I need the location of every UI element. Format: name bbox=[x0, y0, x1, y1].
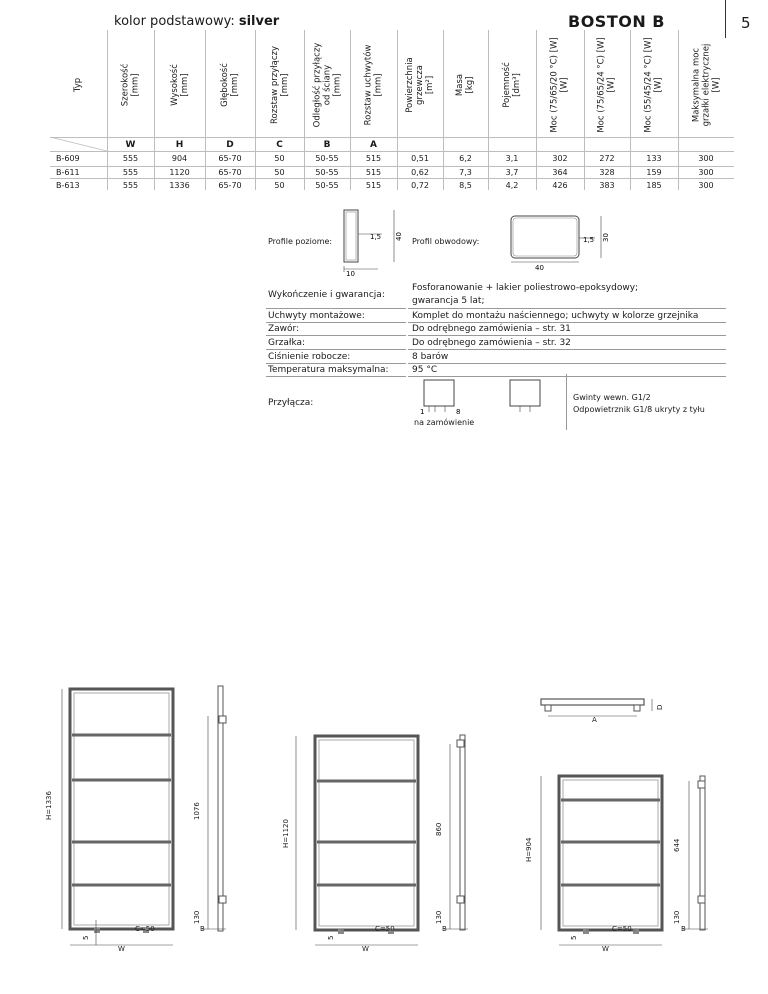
col-header-text: Moc (75/65/24 °C) [W] [W] bbox=[597, 37, 617, 133]
radiator-side-1120 bbox=[444, 735, 468, 930]
radiator-side-904 bbox=[683, 776, 708, 930]
spec-label: Temperatura maksymalna: bbox=[268, 365, 389, 375]
dim-h1120: H=1120 bbox=[282, 819, 290, 848]
table-cell: 300 bbox=[698, 168, 714, 177]
radiator-top-view bbox=[541, 699, 652, 716]
dimension-code: B bbox=[323, 140, 331, 150]
col-header-text: Maksymalna moc grzałki elektrycznej [W] bbox=[691, 43, 721, 127]
subtitle-prefix: kolor podstawowy: bbox=[114, 14, 235, 29]
connection-mark-right: 8 bbox=[456, 408, 461, 416]
model-name: B-609 bbox=[56, 154, 80, 163]
dimension-code: A bbox=[370, 140, 377, 150]
col-header-text: Moc (75/65/20 °C) [W] [W] bbox=[550, 37, 570, 133]
connection-mark-left: 1 bbox=[420, 408, 425, 416]
spec-label: Uchwyty montażowe: bbox=[268, 311, 365, 321]
dim-c-904: C=50 bbox=[612, 925, 632, 933]
perimeter-profile-label: Profil obwodowy: bbox=[412, 237, 480, 246]
spec-label: Ciśnienie robocze: bbox=[268, 352, 351, 362]
dim-hb1120: 860 bbox=[435, 822, 443, 836]
profile-dim-width: 10 bbox=[346, 270, 355, 276]
table-cell: 515 bbox=[365, 168, 382, 177]
dimension-code: D bbox=[226, 140, 234, 150]
table-cell: 50-55 bbox=[315, 181, 339, 190]
dimension-code: C bbox=[276, 140, 283, 150]
spec-value: 95 °C bbox=[412, 365, 438, 375]
table-cell: 1336 bbox=[169, 181, 190, 190]
spec-value: Komplet do montażu naściennego; uchwyty w kolorze grzejnika bbox=[412, 311, 699, 321]
table-cell: 50 bbox=[274, 154, 285, 163]
table-cell: 364 bbox=[552, 168, 568, 177]
dim-b-1336: B bbox=[200, 925, 205, 933]
table-cell: 3,7 bbox=[505, 168, 519, 177]
profile-dim-height: 40 bbox=[395, 232, 403, 241]
model-name: B-613 bbox=[56, 181, 80, 190]
finish-label: Wykończenie i gwarancja: bbox=[268, 290, 385, 300]
col-header-text: Moc (55/45/24 °C) [W] [W] bbox=[644, 37, 664, 133]
radiator-front-1120 bbox=[315, 736, 418, 934]
profile-dim-thickness: 1,5 bbox=[370, 233, 382, 241]
table-cell: 555 bbox=[122, 154, 139, 163]
dimension-code: W bbox=[125, 140, 136, 150]
table-cell: 272 bbox=[599, 154, 615, 163]
spec-value: 8 barów bbox=[412, 352, 449, 362]
finish-value-line2: gwarancja 5 lat; bbox=[412, 296, 485, 306]
dim-h904: H=904 bbox=[525, 837, 533, 862]
on-order-note: na zamówienie bbox=[414, 418, 475, 427]
table-cell: 50-55 bbox=[315, 168, 339, 177]
dim-5-1120: 5 bbox=[327, 935, 335, 940]
table-cell: 0,62 bbox=[411, 168, 429, 177]
table-cell: 555 bbox=[122, 181, 139, 190]
dim-130-904: 130 bbox=[673, 910, 681, 924]
table-cell: 50 bbox=[274, 181, 285, 190]
radiator-front-1336 bbox=[70, 689, 173, 933]
table-cell: 328 bbox=[599, 168, 615, 177]
spec-label: Grzałka: bbox=[268, 338, 306, 348]
table-cell: 383 bbox=[599, 181, 615, 190]
col-header-text: Pojemność [dm³] bbox=[502, 62, 522, 108]
dim-5-904: 5 bbox=[570, 935, 578, 940]
table-cell: 0,72 bbox=[411, 181, 429, 190]
connections-label: Przyłącza: bbox=[268, 398, 314, 408]
col-header-text: Głębokość [mm] bbox=[220, 63, 240, 107]
thread-note-line2: Odpowietrznik G1/8 ukryty z tyłu bbox=[573, 405, 705, 414]
table-cell: 159 bbox=[646, 168, 662, 177]
table-cell: 65-70 bbox=[218, 154, 242, 163]
spec-label: Zawór: bbox=[268, 324, 300, 334]
dim-d-top: D bbox=[656, 704, 664, 710]
table-cell: 8,5 bbox=[459, 181, 472, 190]
page-title: BOSTON B bbox=[568, 12, 665, 31]
table-cell: 300 bbox=[698, 154, 714, 163]
table-cell: 50-55 bbox=[315, 154, 339, 163]
dim-b-904: B bbox=[681, 925, 686, 933]
col-header-text: Rozstaw przyłączy [mm] bbox=[269, 46, 290, 124]
table-cell: 7,3 bbox=[459, 168, 472, 177]
col-header-text: Rozstaw uchwytów [mm] bbox=[363, 44, 384, 126]
perimeter-dim-width: 40 bbox=[535, 264, 544, 272]
horizontal-profile-label: Profile poziome: bbox=[268, 237, 333, 246]
col-header-text: Powierzchnia grzewcza [m²] bbox=[405, 57, 436, 113]
table-cell: 50 bbox=[274, 168, 285, 177]
col-header-text: Masa [kg] bbox=[455, 73, 476, 97]
page-number: 5 bbox=[741, 14, 751, 32]
table-cell: 302 bbox=[552, 154, 568, 163]
col-header-text: Odległość przyłączy od ściany [mm] bbox=[312, 42, 343, 128]
table-cell: 0,51 bbox=[411, 154, 429, 163]
col-header-text: Wysokość [mm] bbox=[169, 64, 190, 106]
table-cell: 904 bbox=[171, 154, 188, 163]
dimension-code: H bbox=[175, 140, 184, 150]
table-cell: 133 bbox=[646, 154, 662, 163]
perimeter-dim-thickness: 1,5 bbox=[583, 236, 595, 244]
dim-130-1120: 130 bbox=[435, 910, 443, 924]
dim-a-top: A bbox=[592, 716, 597, 724]
table-cell: 65-70 bbox=[218, 168, 242, 177]
dim-h1336: H=1336 bbox=[45, 791, 53, 820]
col-header-text: Szerokość [mm] bbox=[120, 63, 141, 107]
subtitle-color: silver bbox=[238, 14, 280, 29]
table-cell: 3,1 bbox=[505, 154, 519, 163]
dim-w-904: W bbox=[602, 945, 609, 953]
table-cell: 515 bbox=[365, 181, 382, 190]
dim-hb1336: 1076 bbox=[193, 802, 201, 820]
dim-c-1120: C=50 bbox=[375, 925, 395, 933]
finish-value-line1: Fosforanowanie + lakier poliestrowo-epoksydowy; bbox=[412, 283, 639, 293]
col-header-text: Typ bbox=[73, 77, 84, 93]
dim-c-1336: C=50 bbox=[135, 925, 155, 933]
table-cell: 65-70 bbox=[218, 181, 242, 190]
dim-b-1120: B bbox=[442, 925, 447, 933]
spec-value: Do odrębnego zamówienia – str. 31 bbox=[412, 324, 571, 334]
dim-w-1120: W bbox=[362, 945, 369, 953]
table-cell: 185 bbox=[646, 181, 662, 190]
radiator-side-1336 bbox=[202, 686, 226, 931]
perimeter-dim-height: 30 bbox=[602, 233, 610, 242]
table-cell: 426 bbox=[552, 181, 568, 190]
table-cell: 300 bbox=[698, 181, 714, 190]
table-cell: 515 bbox=[365, 154, 382, 163]
dim-5-1336: 5 bbox=[82, 935, 90, 940]
dim-w-1336: W bbox=[118, 945, 125, 953]
dim-hb904: 644 bbox=[673, 838, 681, 852]
table-cell: 1120 bbox=[169, 168, 190, 177]
thread-note-line1: Gwinty wewn. G1/2 bbox=[573, 393, 651, 402]
dim-130-1336: 130 bbox=[193, 910, 201, 924]
table-cell: 555 bbox=[122, 168, 139, 177]
radiator-front-904 bbox=[559, 776, 662, 934]
spec-value: Do odrębnego zamówienia – str. 32 bbox=[412, 338, 571, 348]
model-name: B-611 bbox=[56, 168, 80, 177]
table-cell: 4,2 bbox=[505, 181, 519, 190]
table-cell: 6,2 bbox=[459, 154, 472, 163]
